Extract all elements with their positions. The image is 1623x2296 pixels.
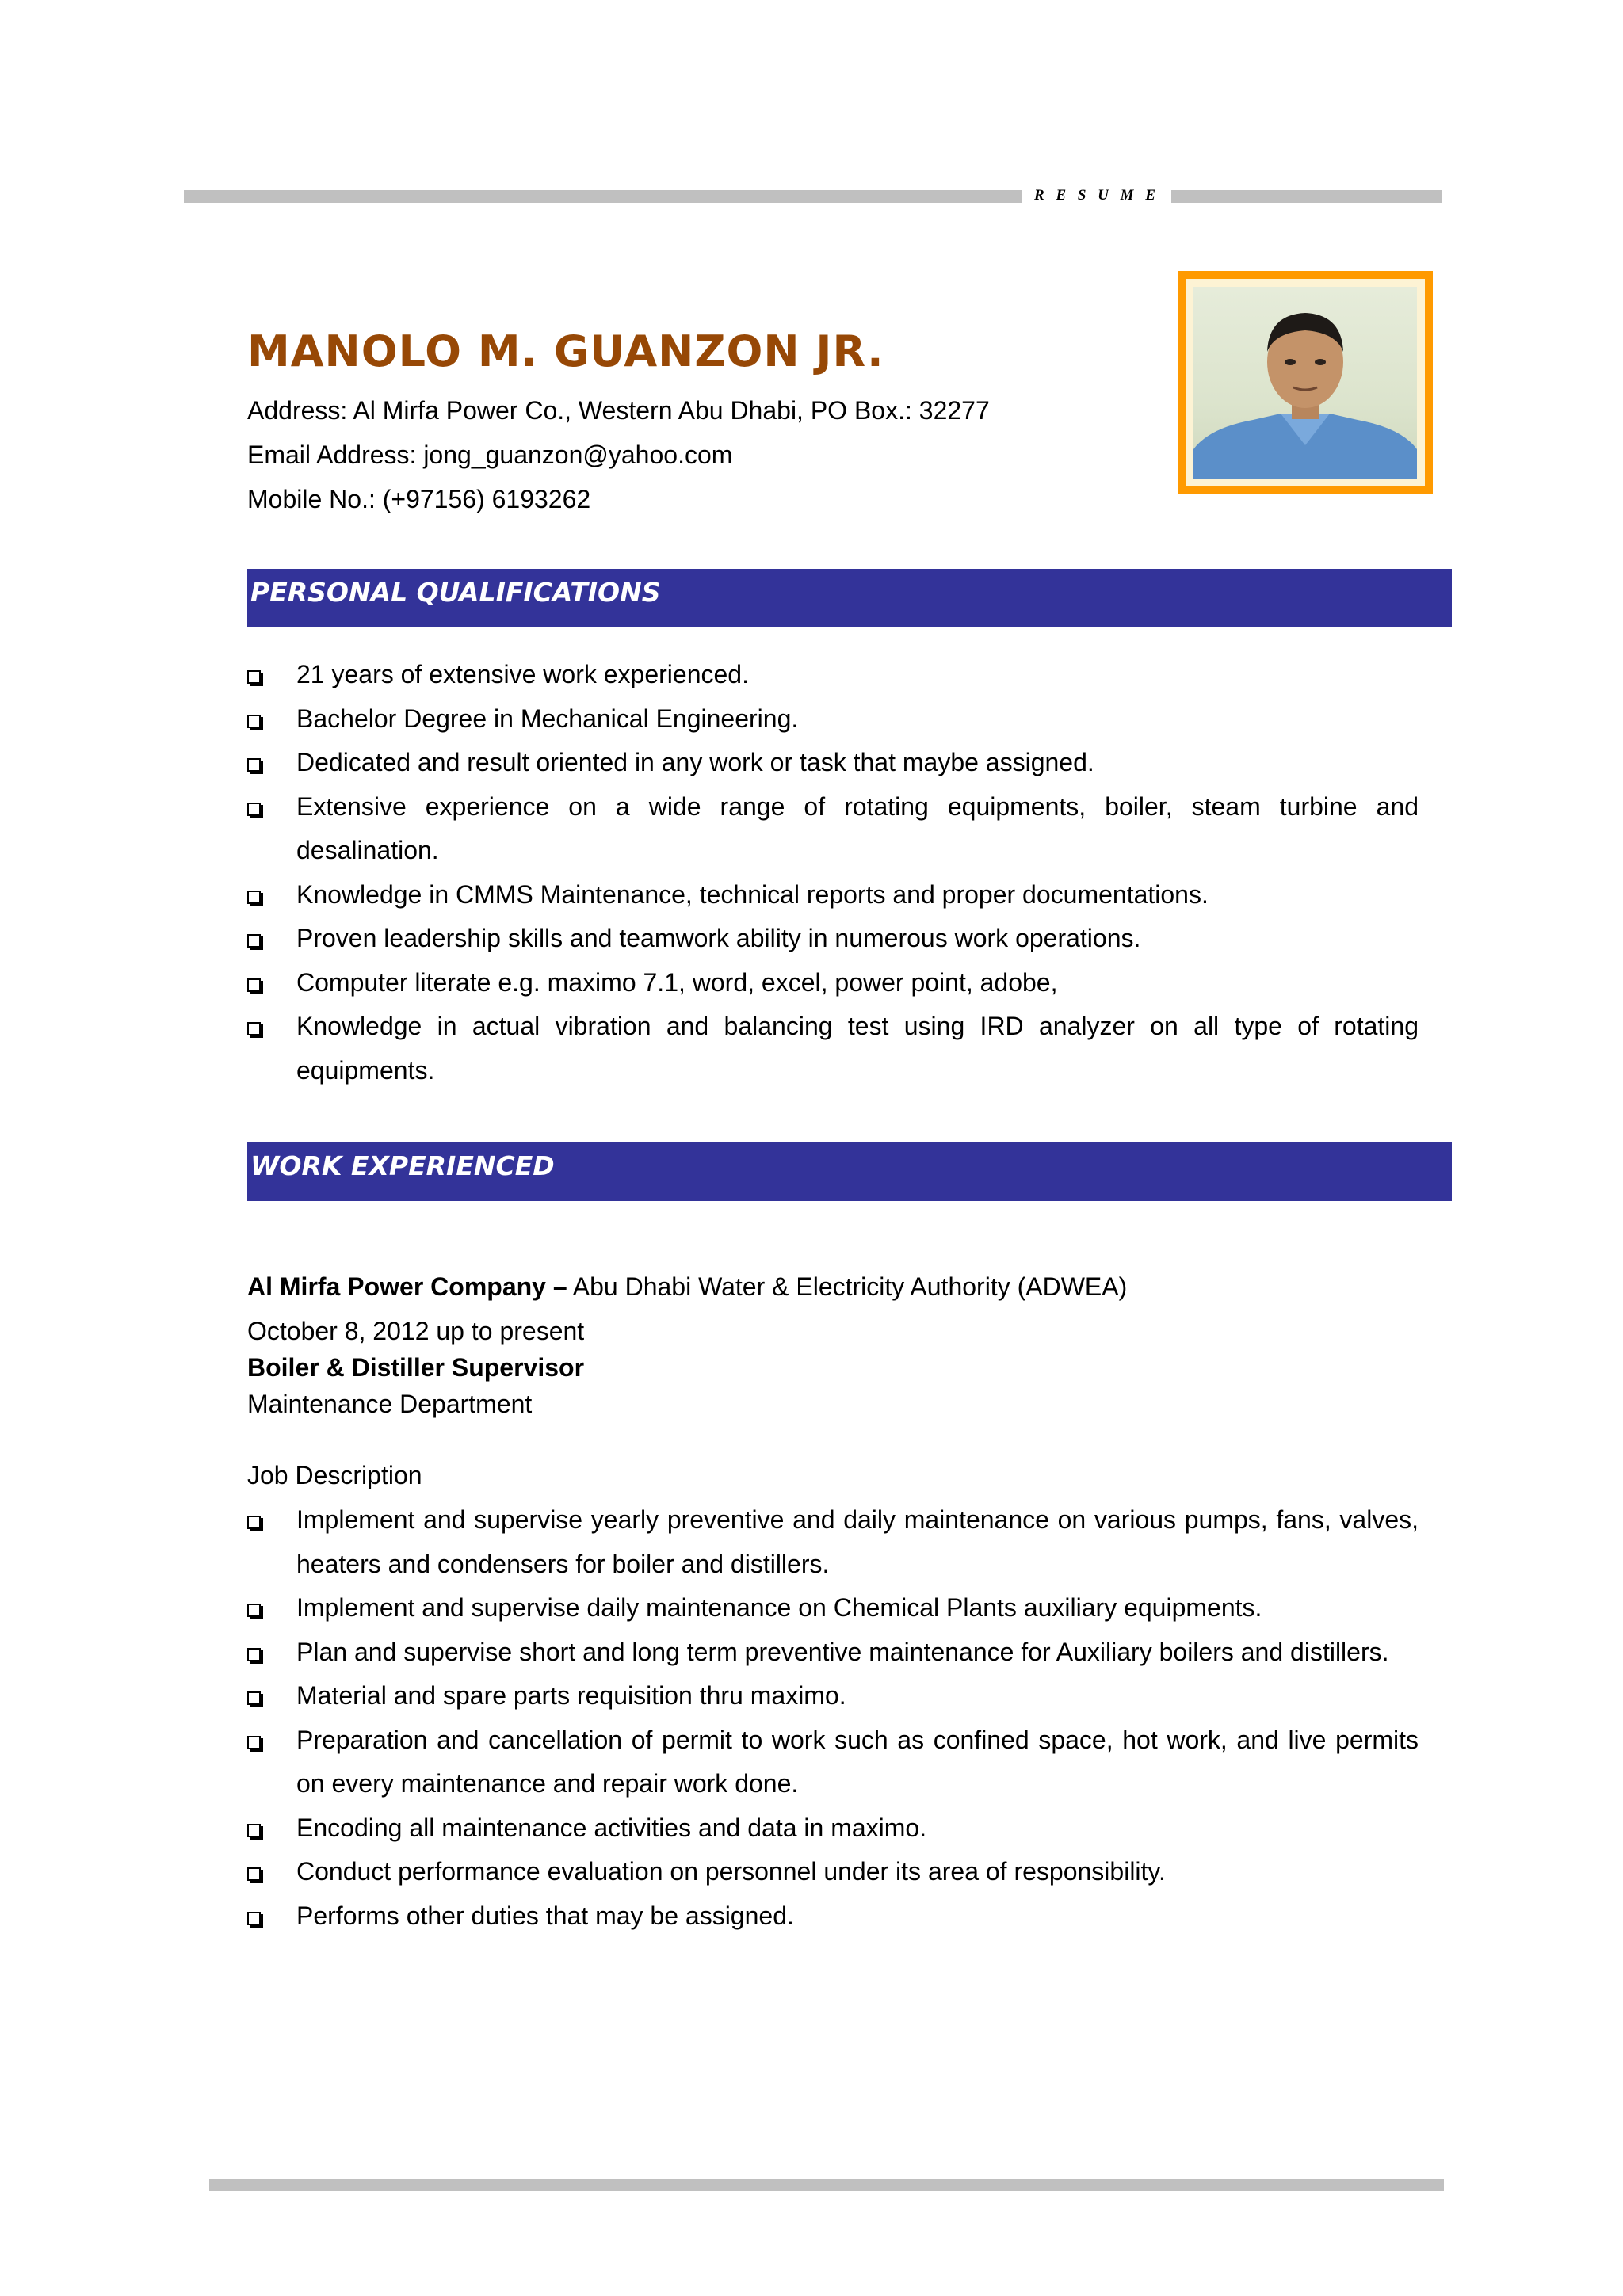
list-item	[247, 1806, 1419, 1851]
department: Maintenance Department	[247, 1390, 533, 1418]
job-description-label: Job Description	[247, 1461, 422, 1489]
qualifications-list	[247, 653, 1419, 1093]
footer-rule	[209, 2179, 1444, 2191]
checkbox-bullet-icon	[247, 978, 261, 992]
list-item	[247, 697, 1419, 742]
checkbox-bullet-icon	[247, 1867, 261, 1881]
list-item-text: Computer literate e.g. maximo 7.1, word, excel, power point, adobe,	[296, 967, 1058, 997]
checkbox-bullet-icon	[247, 1516, 261, 1529]
list-item	[247, 785, 1419, 873]
list-item-text: Extensive experience on a wide range of rotating equipments, boiler, steam turbine and desalination.	[296, 791, 1419, 864]
checkbox-bullet-icon	[247, 803, 261, 816]
list-item	[247, 1586, 1419, 1630]
checkbox-bullet-icon	[247, 1648, 261, 1661]
list-item-text: Knowledge in actual vibration and balancing test using IRD analyzer on all type of rotating equipments.	[296, 1012, 1419, 1085]
list-item-text: Performs other duties that may be assigned.	[296, 1901, 794, 1930]
list-item	[247, 873, 1419, 917]
employer-line	[247, 1271, 1127, 1302]
position-title: Boiler & Distiller Supervisor	[247, 1353, 585, 1382]
list-item-text: Implement and supervise daily maintenance on Chemical Plants auxiliary equipments.	[296, 1593, 1262, 1622]
checkbox-bullet-icon	[247, 1604, 261, 1617]
contact-email: Email Address: jong_guanzon@yahoo.com	[247, 441, 733, 469]
contact-address: Address: Al Mirfa Power Co., Western Abu Dhabi, PO Box.: 32277	[247, 396, 990, 425]
list-item-text: Encoding all maintenance activities and data in maximo.	[296, 1813, 927, 1842]
employment-period: October 8, 2012 up to present	[247, 1317, 585, 1345]
list-item	[247, 653, 1419, 697]
checkbox-bullet-icon	[247, 1022, 261, 1035]
list-item	[247, 917, 1419, 961]
job-duties-list	[247, 1498, 1419, 1938]
list-item	[247, 741, 1419, 785]
list-item-text: Preparation and cancellation of permit to work such as confined space, hot work, and live permits on every maintenance and repair work done.	[296, 1725, 1419, 1798]
checkbox-bullet-icon	[247, 1824, 261, 1837]
list-item	[247, 1718, 1419, 1806]
person-portrait-icon	[1193, 287, 1417, 479]
list-item	[247, 1498, 1419, 1586]
candidate-name: MANOLO M. GUANZON JR.	[247, 326, 884, 376]
list-item	[247, 1674, 1419, 1718]
section-heading-work: WORK EXPERIENCED	[247, 1142, 1452, 1201]
list-item-text: Proven leadership skills and teamwork ability in numerous work operations.	[296, 924, 1141, 952]
list-item-text: Conduct performance evaluation on personnel under its area of responsibility.	[296, 1857, 1166, 1886]
list-item-text: Plan and supervise short and long term preventive maintenance for Auxiliary boilers and distillers.	[296, 1637, 1389, 1666]
list-item	[247, 1850, 1419, 1894]
checkbox-bullet-icon	[247, 758, 261, 772]
list-item-text: Implement and supervise yearly preventive and daily maintenance on various pumps, fans, valves, heaters and condensers for boiler and distillers.	[296, 1505, 1419, 1578]
list-item-text: Dedicated and result oriented in any work or task that maybe assigned.	[296, 748, 1094, 776]
header-rule-right	[1171, 190, 1442, 203]
company-authority: Abu Dhabi Water & Electricity Authority (ADWEA)	[567, 1272, 1128, 1301]
checkbox-bullet-icon	[247, 891, 261, 904]
checkbox-bullet-icon	[247, 1912, 261, 1925]
list-item-text: Knowledge in CMMS Maintenance, technical reports and proper documentations.	[296, 879, 1209, 909]
list-item-text: Material and spare parts requisition thru maximo.	[296, 1681, 846, 1710]
header-rule-left	[184, 190, 1022, 203]
contact-mobile: Mobile No.: (+97156) 6193262	[247, 485, 591, 513]
profile-photo-frame	[1178, 271, 1433, 494]
list-item-text: Bachelor Degree in Mechanical Engineering.	[296, 704, 799, 733]
resume-tag: R E S U M E	[1034, 187, 1159, 204]
checkbox-bullet-icon	[247, 1691, 261, 1705]
profile-photo	[1193, 287, 1417, 479]
list-item	[247, 961, 1419, 1005]
company-name: Al Mirfa Power Company –	[247, 1272, 567, 1301]
list-item	[247, 1894, 1419, 1939]
checkbox-bullet-icon	[247, 934, 261, 948]
list-item	[247, 1630, 1419, 1675]
list-item	[247, 1005, 1419, 1093]
checkbox-bullet-icon	[247, 1736, 261, 1749]
checkbox-bullet-icon	[247, 715, 261, 728]
section-heading-qualifications: PERSONAL QUALIFICATIONS	[247, 569, 1452, 627]
list-item-text: 21 years of extensive work experienced.	[296, 660, 749, 688]
checkbox-bullet-icon	[247, 670, 261, 684]
